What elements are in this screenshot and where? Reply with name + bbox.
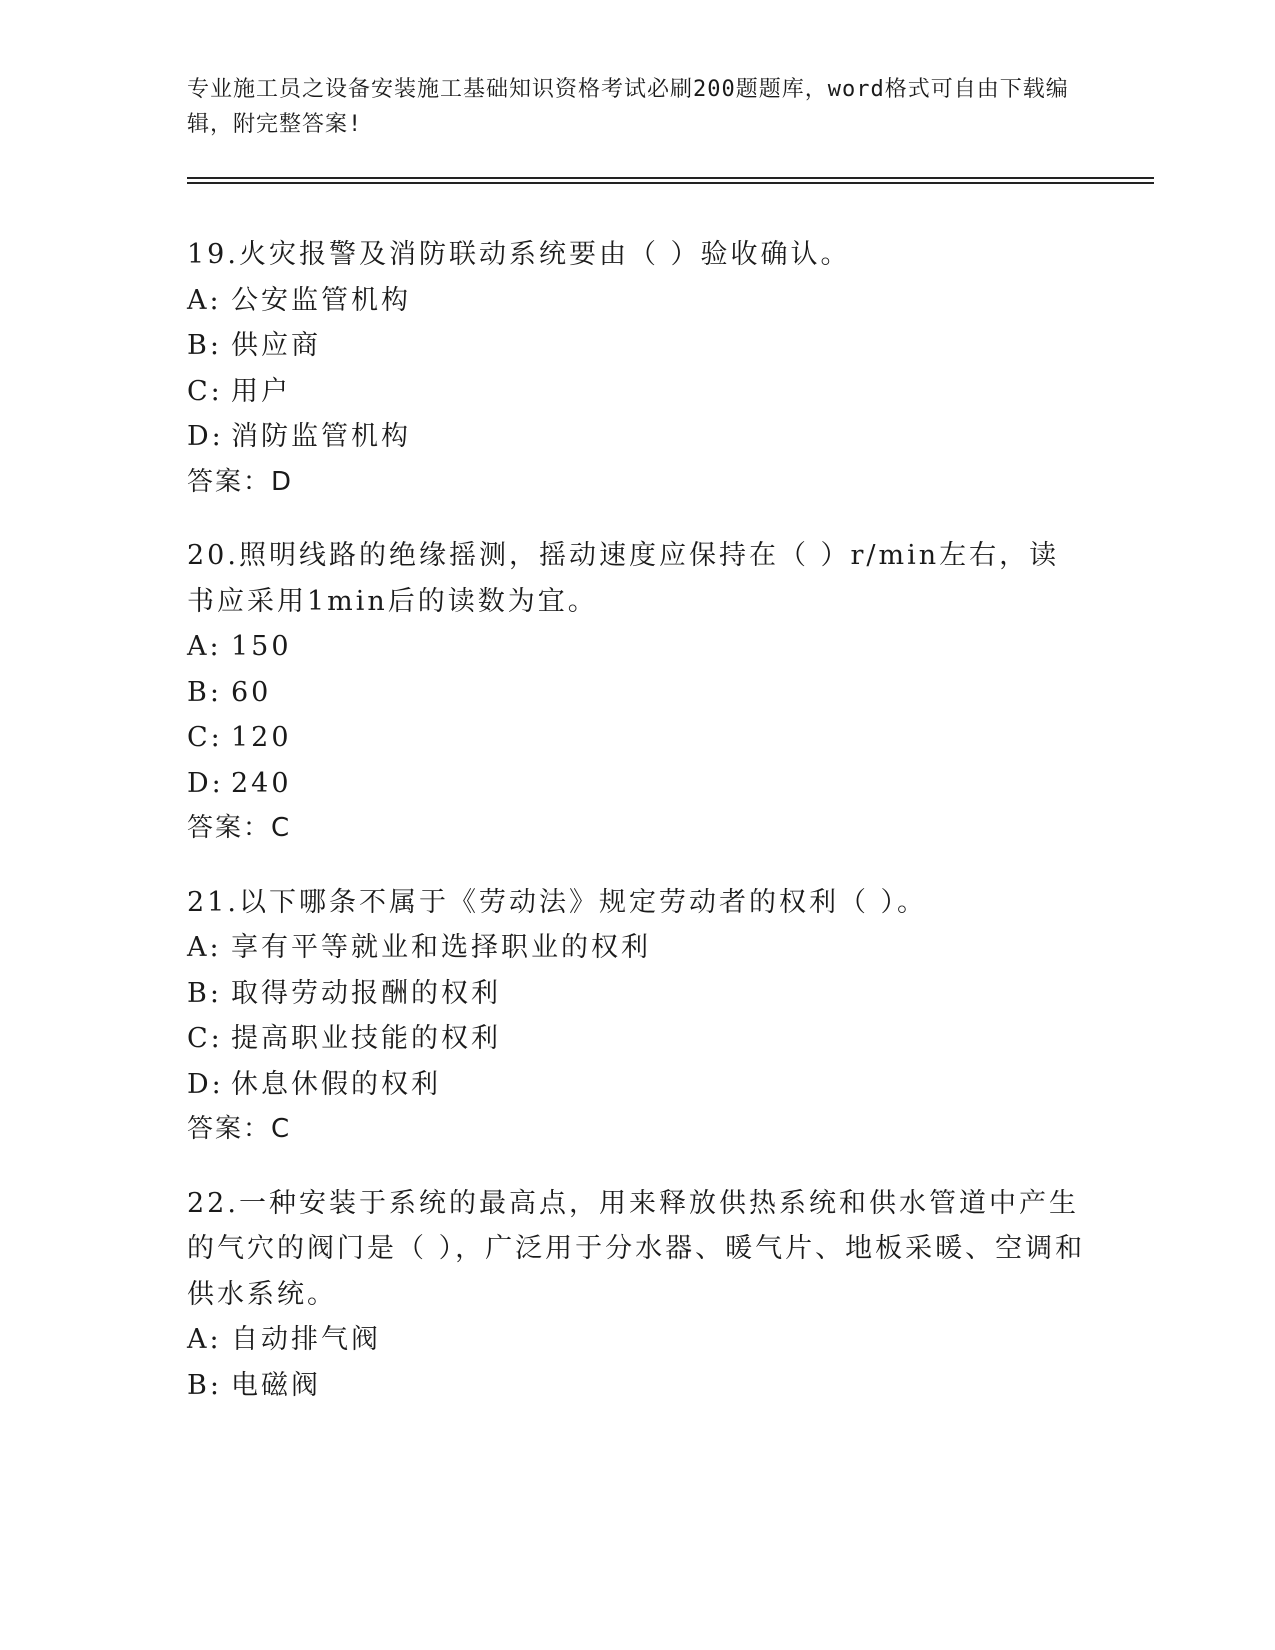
option-text: 电磁阀 — [231, 1369, 321, 1401]
option-letter: B: — [187, 977, 222, 1009]
option-text: 休息休假的权利 — [231, 1068, 441, 1100]
option-text: 享有平等就业和选择职业的权利 — [231, 932, 651, 963]
option-letter: C: — [187, 1023, 223, 1054]
option-text: 60 — [231, 676, 272, 708]
option-text: 150 — [231, 631, 292, 662]
option-a — [187, 925, 1087, 971]
option-text: 120 — [231, 722, 292, 753]
option-text: 240 — [231, 767, 292, 799]
question-stem: 21.以下哪条不属于《劳动法》规定劳动者的权利（ ）。 — [187, 886, 928, 918]
option-letter: A: — [187, 631, 222, 662]
option-text: 供应商 — [231, 330, 321, 361]
header-divider-bottom — [187, 182, 1154, 184]
option-d — [187, 1062, 1087, 1108]
option-text: 公安监管机构 — [231, 284, 411, 316]
option-letter: D: — [187, 1068, 224, 1100]
option-d — [187, 761, 1087, 807]
option-letter: C: — [187, 375, 223, 407]
option-letter: D: — [187, 421, 224, 452]
question-stem: 22.一种安装于系统的最高点，用来释放供热系统和供水管道中产生的气穴的阀门是（ ），广泛用于分水器、暖气片、地板采暖、空调和供水系统。 — [187, 1187, 1086, 1310]
question-19 — [187, 232, 1087, 505]
option-a — [187, 1317, 1087, 1363]
option-b — [187, 971, 1087, 1017]
answer-line: 答案：C — [187, 1114, 292, 1144]
answer-line: 答案：D — [187, 466, 294, 497]
option-letter: B: — [187, 1369, 222, 1401]
option-letter: B: — [187, 330, 222, 361]
option-b — [187, 323, 1087, 369]
question-20 — [187, 533, 1087, 852]
option-letter: D: — [187, 767, 224, 799]
option-letter: A: — [187, 284, 222, 316]
option-letter: A: — [187, 1324, 222, 1355]
option-text: 提高职业技能的权利 — [231, 1023, 501, 1054]
option-c — [187, 1016, 1087, 1062]
option-letter: C: — [187, 722, 223, 753]
option-d — [187, 414, 1087, 460]
document-header-intro: 专业施工员之设备安装施工基础知识资格考试必刷200题题库，word格式可自由下载编辑，附完整答案! — [187, 77, 1069, 137]
option-text: 自动排气阀 — [231, 1324, 381, 1355]
option-a — [187, 624, 1087, 670]
option-text: 消防监管机构 — [231, 421, 411, 452]
option-text: 用户 — [231, 375, 291, 407]
question-22 — [187, 1181, 1087, 1409]
question-stem: 19.火灾报警及消防联动系统要由（ ）验收确认。 — [187, 239, 851, 270]
question-stem: 20.照明线路的绝缘摇测，摇动速度应保持在（ ）r/min左右，读书应采用1min后的读数为宜。 — [187, 540, 1060, 617]
question-list — [187, 232, 1087, 1436]
header-divider-top — [187, 177, 1154, 179]
option-letter: B: — [187, 676, 222, 708]
option-a — [187, 278, 1087, 324]
option-letter: A: — [187, 932, 222, 963]
option-c — [187, 369, 1087, 415]
option-b — [187, 1363, 1087, 1409]
option-text: 取得劳动报酬的权利 — [231, 977, 501, 1009]
question-21 — [187, 880, 1087, 1153]
option-c — [187, 715, 1087, 761]
option-b — [187, 670, 1087, 716]
answer-line: 答案：C — [187, 813, 292, 843]
